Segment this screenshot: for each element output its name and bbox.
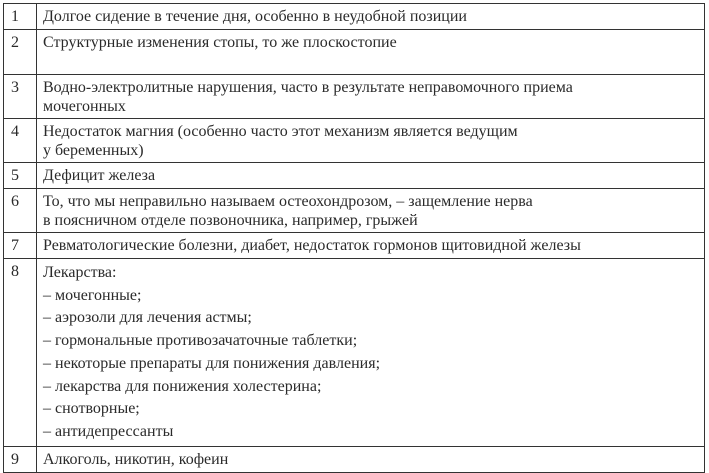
row-text (37, 4, 705, 30)
table-row-1 (4, 4, 705, 30)
row-text (37, 75, 705, 119)
table-row-5 (4, 163, 705, 189)
row-text-line: Долгое сидение в течение дня, особенно в неудобной позиции (43, 8, 467, 25)
row-number: 8 (4, 259, 37, 447)
table-row-7 (4, 233, 705, 259)
row-text (37, 163, 705, 189)
row-number: 1 (4, 4, 37, 30)
table-row-9 (4, 446, 705, 472)
row-number: 2 (4, 30, 37, 75)
row-text (37, 189, 705, 233)
medication-item: – аэрозоли для лечения астмы; (43, 309, 252, 327)
row-text-line: То, что мы неправильно называем остеохондрозом, – защемление нерва (43, 193, 533, 210)
row-text-line: Водно-электролитные нарушения, часто в результате неправомочного приема (43, 79, 573, 96)
table-row-8 (4, 259, 705, 447)
table-row-4 (4, 119, 705, 163)
medication-item: – гормональные противозачаточные таблетки; (43, 332, 358, 350)
medication-item: – снотворные; (43, 400, 140, 418)
row-text-line: Ревматологические болезни, диабет, недостаток гормонов щитовидной железы (43, 237, 581, 254)
row-text-line: Дефицит железа (43, 167, 156, 184)
table-row-2 (4, 30, 705, 75)
table-row-6 (4, 189, 705, 233)
row-number: 7 (4, 233, 37, 259)
row-number: 9 (4, 446, 37, 472)
medication-item: – лекарства для понижения холестерина; (43, 377, 322, 395)
row-text-line: у беременных) (43, 142, 144, 159)
row-text-line: Недостаток магния (особенно часто этот механизм является ведущим (43, 123, 518, 140)
row-text (37, 119, 705, 163)
row-number: 3 (4, 75, 37, 119)
row-number: 5 (4, 163, 37, 189)
row-text (37, 446, 705, 472)
row-text (37, 30, 705, 75)
row-number: 6 (4, 189, 37, 233)
row-text-line: Структурные изменения стопы, то же плоскостопие (43, 34, 397, 51)
causes-table (3, 3, 705, 473)
row-text-line: в поясничном отделе позвоночника, например, грыжей (43, 212, 418, 229)
medication-item: – антидепрессанты (43, 422, 174, 440)
row-text-line: мочегонных (43, 98, 126, 115)
medication-item: – мочегонные; (43, 286, 142, 304)
row-text-line: Алкоголь, никотин, кофеин (43, 450, 229, 468)
medication-item: – некоторые препараты для понижения давления; (43, 354, 381, 372)
row-number: 4 (4, 119, 37, 163)
table-row-3 (4, 75, 705, 119)
row-text (37, 259, 705, 447)
medications-heading: Лекарства: (43, 264, 117, 281)
row-text (37, 233, 705, 259)
